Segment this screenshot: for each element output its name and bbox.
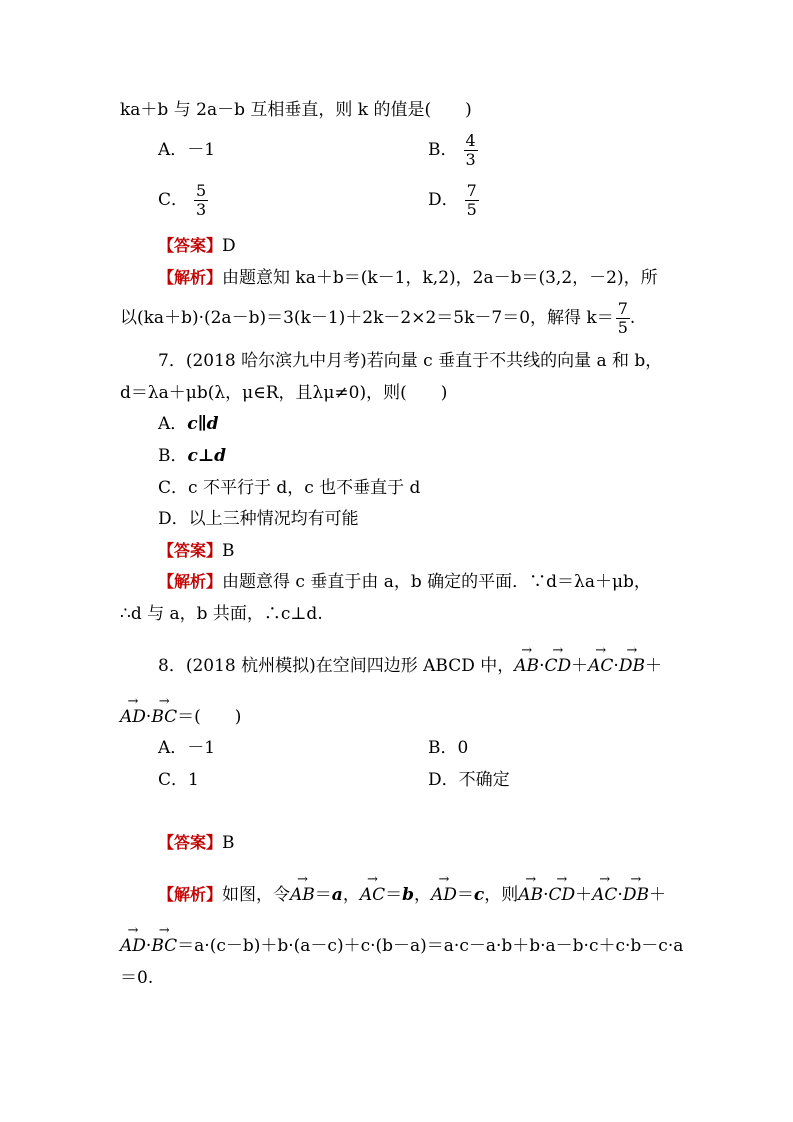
q7-option-c: C．c 不平行于 d，c 也不垂直于 d: [158, 478, 421, 498]
q6-option-b: [428, 130, 478, 170]
q8-option-b: B．0: [428, 738, 469, 758]
q8-answer: [158, 832, 235, 854]
analysis-text: 如图，令: [222, 885, 291, 905]
stem-text: 7．(2018 哈尔滨九中月考)若向量 c 垂直于不共线的向量 a 和 b，: [158, 351, 663, 371]
q8-stem-line2: → AD·→ BC＝( ): [120, 706, 241, 728]
analysis-text: 以(ka＋b)·(2a－b)＝3(k－1)＋2k－2×2＝5k－7＝0，解得 k＝: [120, 308, 614, 328]
q7-stem-line2: [120, 382, 447, 404]
q8-stem-line1: 8．(2018 杭州模拟)在空间四边形 ABCD 中，→ AB·→ CD＋→ AC·→ DB＋: [158, 655, 662, 677]
option-letter: C．: [158, 190, 189, 210]
analysis-text: ＝a·(c－b)＋b·(a－c)＋c·(b－a)＝a·c－a·b＋b·a－b·c＋c·b－c·a: [177, 936, 684, 956]
q6-analysis-line1: [158, 267, 658, 289]
vector-bc: → BC: [151, 706, 177, 728]
option-text: －1: [187, 140, 216, 160]
q6-answer: [158, 235, 236, 257]
analysis-text: 由题意知 ka＋b＝(k－1，k,2)，2a－b＝(3,2，－2)，所: [222, 268, 658, 288]
analysis-text: ∴d 与 a，b 共面，∴c⊥d.: [120, 604, 323, 624]
answer-tag: 【答案】: [158, 236, 223, 255]
option-letter: D．: [428, 190, 459, 210]
q6-option-c: [158, 180, 208, 220]
q7-analysis-line2: [120, 603, 323, 625]
analysis-tag: 【解析】: [158, 268, 223, 287]
option-letter: A．: [158, 140, 188, 160]
q7-stem-line1: [158, 350, 662, 372]
stem-text: 8．(2018 杭州模拟)在空间四边形 ABCD 中，: [158, 656, 515, 676]
q6-option-a: [158, 139, 215, 161]
vector-ab: → AB: [514, 655, 539, 677]
answer-value: B: [222, 833, 235, 853]
answer-tag: 【答案】: [158, 541, 223, 560]
vector-ad: → AD: [120, 706, 146, 728]
answer-tag: 【答案】: [158, 833, 223, 852]
fraction: $\frac{4}{3}$: [465, 131, 476, 169]
answer-value: B: [222, 541, 235, 561]
analysis-tag: 【解析】: [158, 572, 223, 591]
q8-analysis-line3: [120, 967, 153, 989]
fraction: $\frac{5}{3}$: [196, 181, 207, 219]
stem-text: d＝λa＋μb(λ，μ∈R，且λμ≠0)，则( ): [120, 383, 448, 403]
analysis-tag: 【解析】: [158, 885, 223, 904]
q7-answer: [158, 540, 235, 562]
q7-option-b: B．c⊥d: [158, 446, 227, 466]
vector-ac: → AC: [588, 655, 613, 677]
q7-option-a: A．c∥d: [158, 414, 219, 434]
fraction: $\frac{7}{5}$: [466, 181, 477, 219]
q6-stem-text: ka＋b 与 2a－b 互相垂直，则 k 的值是( ): [120, 100, 472, 120]
q8-option-d: D．不确定: [428, 770, 510, 790]
answer-value: D: [222, 236, 236, 256]
q6-option-d: [428, 180, 479, 220]
analysis-text: ＝0.: [120, 968, 154, 988]
analysis-text: 由题意得 c 垂直于由 a，b 确定的平面．∵d＝λa＋μb，: [222, 572, 651, 592]
q7-option-d: D．以上三种情况均有可能: [158, 509, 359, 529]
q8-analysis-line1: 【解析】如图，令→ AB＝a，→ AC＝b，→ AD＝c，则→ AB·→ CD＋→ AC·→ DB＋: [158, 884, 666, 906]
fraction: $\frac{7}{5}$: [617, 299, 628, 337]
q8-analysis-line2: → AD·→ BC＝a·(c－b)＋b·(a－c)＋c·(b－a)＝a·c－a·b＋b·a－b·c＋c·b－c·a: [120, 935, 683, 957]
option-letter: B．: [428, 140, 458, 160]
q7-analysis-line1: [158, 571, 651, 593]
vector-cd: → CD: [544, 655, 571, 677]
vector-db: → DB: [619, 655, 645, 677]
q8-option-c: C．1: [158, 770, 199, 790]
stem-text: ＝( ): [177, 707, 242, 727]
q6-stem: [120, 99, 472, 121]
q8-option-a: A．－1: [158, 738, 216, 758]
q6-analysis-line2: 以(ka＋b)·(2a－b)＝3(k－1)＋2k－2×2＝5k－7＝0，解得 k＝ $\frac{7}{5}$ .: [120, 299, 636, 337]
